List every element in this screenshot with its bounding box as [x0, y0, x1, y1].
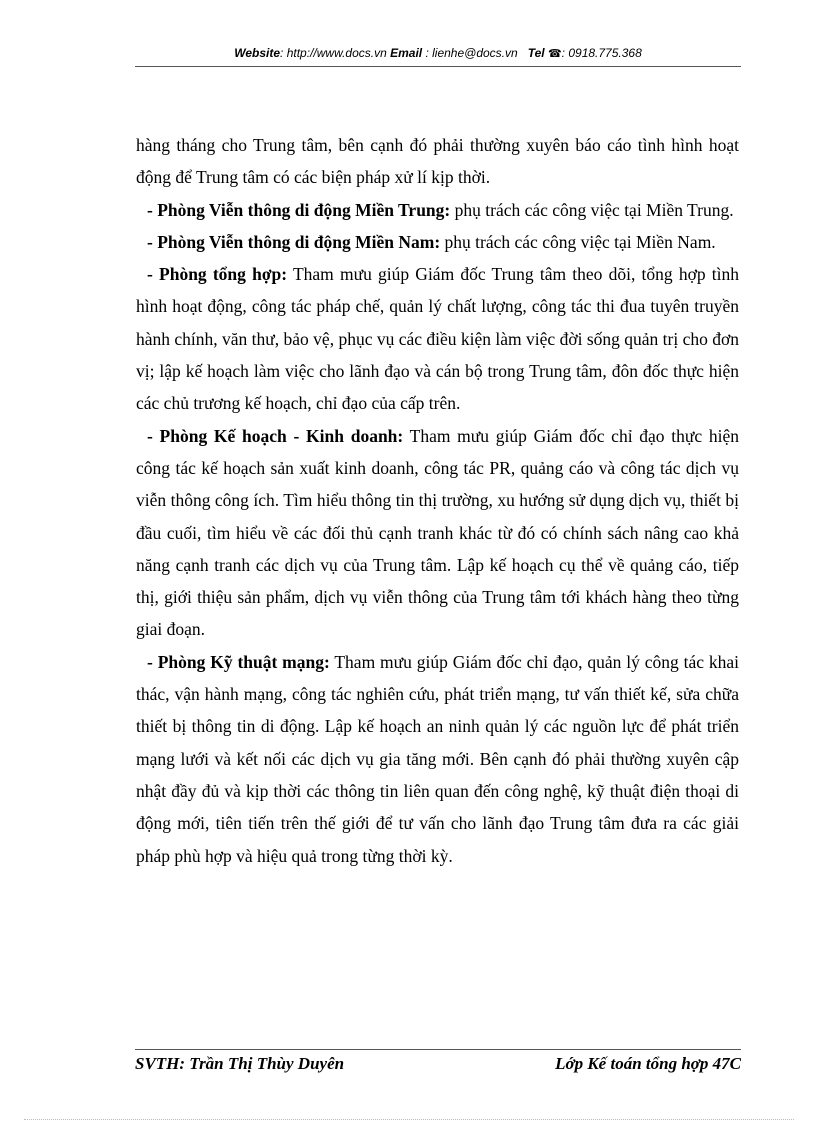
header-divider: [135, 66, 741, 67]
website-label: Website: [234, 46, 281, 60]
intro-paragraph: hàng tháng cho Trung tâm, bên cạnh đó phải thường xuyên báo cáo tình hình hoạt động để Trung tâm có các biện pháp xử lí kịp thời.: [136, 135, 739, 188]
tel-value: : 0918.775.368: [561, 46, 642, 60]
paragraph-title: - Phòng tổng hợp:: [147, 264, 288, 285]
paragraph-mien-trung: [136, 194, 739, 226]
paragraph-text: phụ trách các công việc tại Miền Nam.: [440, 231, 716, 252]
phone-icon: ☎: [547, 48, 562, 60]
page-header: [135, 46, 741, 60]
page-footer: [135, 1054, 741, 1074]
paragraph-title: - Phòng Viễn thông di động Miền Trung:: [147, 199, 451, 220]
paragraph-text: Tham mưu giúp Giám đốc chỉ đạo thực hiện công tác kế hoạch sản xuất kinh doanh, công tác PR, quảng cáo và công tác dịch vụ viễn thông công ích. Tìm hiểu thông tin thị trường, xu hướng sử dụng dịch vụ, thiết bị đầu cuối, tìm hiểu về các đối thủ cạnh tranh khác từ đó có chính sách nâng cao khả năng cạnh tranh các dịch vụ của Trung tâm. Lập kế hoạch cụ thể về quảng cáo, tiếp thị, giới thiệu sản phẩm, dịch vụ viễn thông của Trung tâm tới khách hàng theo từng giai đoạn.: [136, 425, 739, 640]
email-label: Email: [390, 46, 423, 60]
paragraph-title: - Phòng Viễn thông di động Miền Nam:: [147, 231, 441, 252]
page-bottom-border: [24, 1119, 794, 1120]
paragraph-mien-nam: [136, 226, 739, 258]
paragraph-tong-hop: [136, 258, 739, 419]
email-value: : lienhe@docs.vn: [422, 46, 518, 60]
website-value: : http://www.docs.vn: [280, 46, 387, 60]
paragraph-title: - Phòng Kế hoạch - Kinh doanh:: [147, 425, 404, 446]
tel-label: Tel: [527, 46, 545, 60]
footer-divider: [135, 1049, 741, 1050]
paragraph-text: Tham mưu giúp Giám đốc chỉ đạo, quản lý công tác khai thác, vận hành mạng, công tác nghiên cứu, phát triển mạng, tư vấn thiết kế, sửa chữa thiết bị thông tin di động. Lập kế hoạch an ninh quản lý các nguồn lực để phát triển mạng lưới và kết nối các dịch vụ gia tăng mới. Bên cạnh đó phải thường xuyên cập nhật đầy đủ và kịp thời các thông tin liên quan đến công nghệ, kỹ thuật điện thoại di động mới, tiên tiến trên thế giới để tư vấn cho lãnh đạo Trung tâm đưa ra các giải pháp phù hợp và hiệu quả trong từng thời kỳ.: [136, 651, 739, 866]
paragraph-ky-thuat-mang: [136, 646, 739, 872]
document-body: [136, 129, 739, 872]
paragraph-text: phụ trách các công việc tại Miền Trung.: [450, 199, 734, 220]
paragraph-title: - Phòng Kỹ thuật mạng:: [147, 651, 330, 672]
footer-author: SVTH: Trần Thị Thùy Duyên: [135, 1054, 345, 1073]
paragraph-ke-hoach-kinh-doanh: [136, 420, 739, 646]
paragraph-text: Tham mưu giúp Giám đốc Trung tâm theo dõi, tổng hợp tình hình hoạt động, công tác pháp chế, quản lý chất lượng, công tác thi đua tuyên truyền hành chính, văn thư, bảo vệ, phục vụ các điều kiện làm việc đời sống quản trị cho đơn vị; lập kế hoạch làm việc cho lãnh đạo và cán bộ trong Trung tâm, đôn đốc thực hiện các chủ trương kế hoạch, chỉ đạo của cấp trên.: [136, 264, 739, 414]
footer-class: Lớp Kế toán tổng hợp 47C: [555, 1054, 741, 1073]
